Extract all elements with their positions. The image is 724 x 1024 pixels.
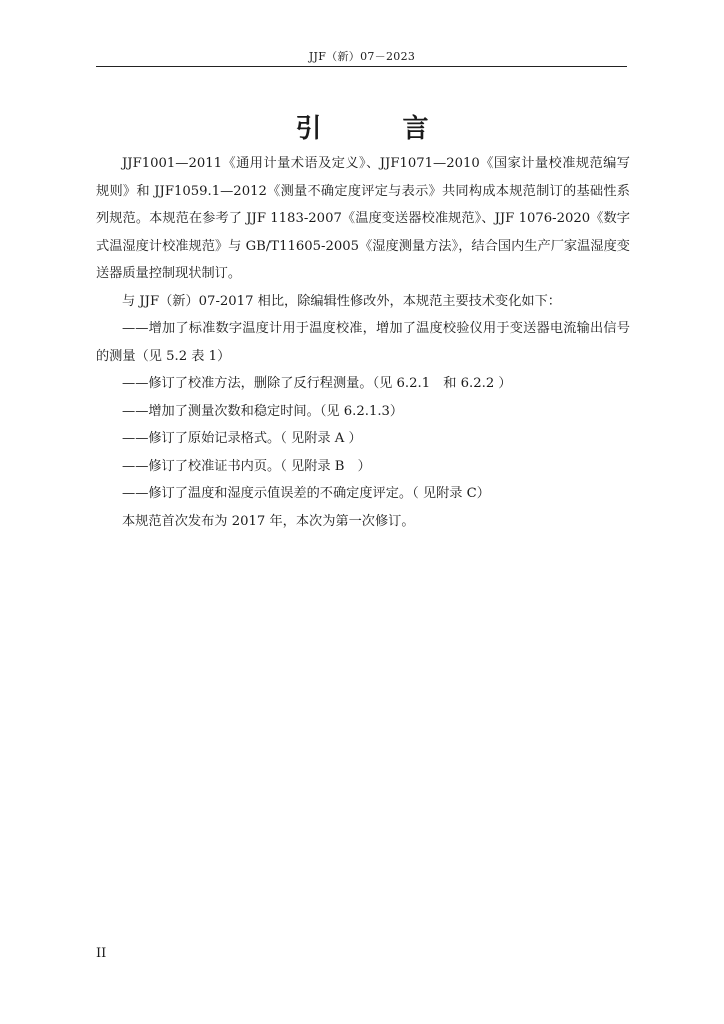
changes-intro: 与 JJF（新）07-2017 相比，除编辑性修改外，本规范主要技术变化如下： [122,293,561,309]
change-item-standard-thermometer: ——增加了标准数字温度计用于温度校准，增加了温度校验仪用于变送器电流输出信号的测量（见 5.2 表 1） [96,321,630,364]
header-rule [96,66,627,67]
body-text [96,150,630,535]
change-item-measurement-count: ——增加了测量次数和稳定时间。（见 6.2.1.3） [122,403,404,419]
page-title: 引 言 [295,114,465,144]
change-item-uncertainty: ——修订了温度和湿度示值误差的不确定度评定。（ 见附录 C） [122,486,490,501]
intro-paragraph: JJF1001—2011《通用计量术语及定义》、JJF1071—2010《国家计量校准规范编写规则》和 JJF1059.1—2012《测量不确定度评定与表示》共同构成本规范制订的基础性系列规范。本规范在参考了 JJF 1183-2007《温度变送器校准规范》、JJF 1076-2020《数字式温湿度计校准规范》与 GB/T11605-2005《湿度测量方法》，结合国内生产厂家温湿度变送器质量控制现状制订。 [96,156,630,281]
release-history: 本规范首次发布为 2017 年，本次为第一次修订。 [122,513,415,529]
change-item-calibration-method: ——修订了校准方法，删除了反行程测量。（见 6.2.1 和 6.2.2 ） [122,376,512,391]
page-number: II [96,946,107,961]
running-header: JJF（新）07－2023 [308,50,416,63]
change-item-certificate-page: ——修订了校准证书内页。（ 见附录 B ） [122,458,371,474]
change-item-record-format: ——修订了原始记录格式。（ 见附录 A ） [122,431,362,446]
